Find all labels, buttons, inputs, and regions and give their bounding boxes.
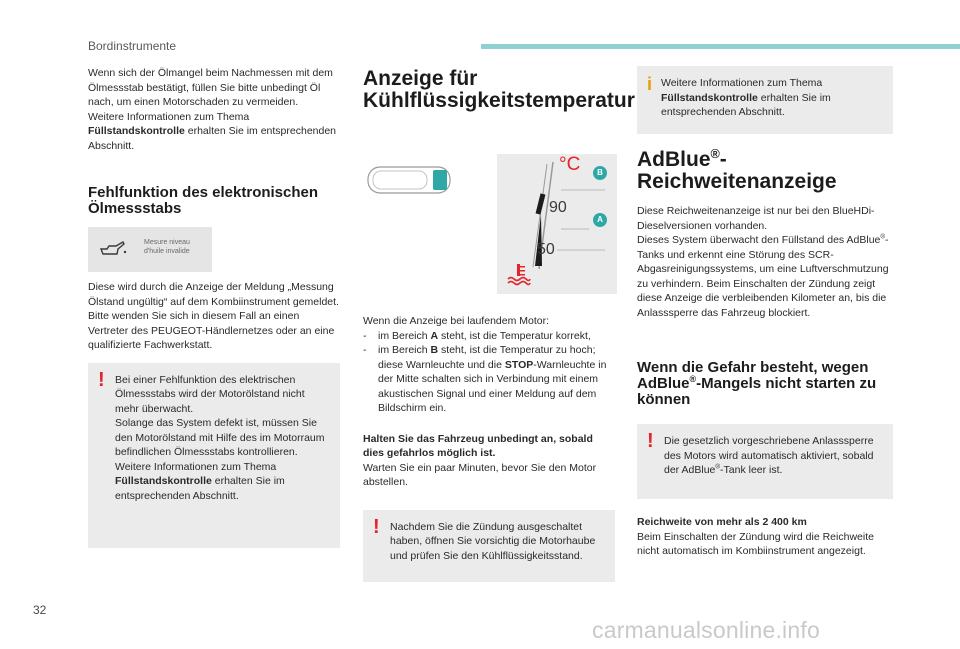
coolant-intro: Wenn die Anzeige bei laufendem Motor: [363, 315, 550, 327]
dashboard-gauge-outline [367, 166, 451, 194]
column-middle [363, 66, 635, 582]
coolant-heading: Anzeige für Kühlflüssigkeitstemperatur [363, 67, 635, 112]
gauge-marker-b: B [593, 166, 607, 180]
oil-intro-paragraph: Wenn sich der Ölmangel beim Nachmessen mit dem Ölmessstab bestätigt, füllen Sie bitte unbedingt Öl nach, um einen Motorschaden zu vermeiden. Weitere Informationen zum Thema Füllstandskontrolle erhalten Sie im entsprechenden Abschnitt. [88, 67, 337, 152]
coolant-gauge-illustration [363, 154, 615, 294]
gauge-label-50: 50 [537, 241, 555, 258]
coolant-warning-note: ! Nachdem Sie die Zündung ausgeschaltet haben, öffnen Sie vorsichtig die Motorhaube und prüfen Sie den Kühlflüssigkeitsstand. [363, 510, 615, 582]
oil-malfunction-paragraph: Diese wird durch die Anzeige der Meldung „Messung Ölstand ungültig“ auf dem Kombiinstrument gemeldet. Bitte wenden Sie sich in diesem Fall an einen Vertreter des PEUGEOT-Händlernetzes oder an eine qualifizierte Fachwerkstatt. [88, 281, 339, 351]
info-note: i Weitere Informationen zum Thema Füllstandskontrolle erhalten Sie im entsprechenden Abschnitt. [637, 66, 893, 134]
gauge-label-90: 90 [549, 199, 567, 216]
section-title: Bordinstrumente [88, 39, 177, 53]
oil-can-icon [98, 240, 128, 260]
coolant-status-list [363, 329, 615, 416]
adblue-danger-heading: Wenn die Gefahr besteht, wegen AdBlue®-Mangels nicht starten zu können [637, 359, 877, 408]
oil-display-illustration [88, 227, 212, 272]
gauge-unit: °C [559, 154, 581, 175]
oil-display-message: Mesure niveau d'huile invalide [144, 239, 190, 255]
gauge-marker-a: A [593, 213, 607, 227]
coolant-stop-paragraph: Halten Sie das Fahrzeug unbedingt an, sobald dies gefahrlos möglich ist. Warten Sie ein paar Minuten, bevor Sie den Motor abstellen. [363, 432, 597, 488]
watermark: carmanualsonline.info [592, 617, 820, 643]
coolant-temperature-warning-icon [506, 262, 532, 286]
warning-exclamation-icon: ! [647, 430, 654, 452]
list-item: - im Bereich B steht, ist die Temperatur zu hoch; diese Warnleuchte und die STOP-Warnleuchte in der Mitte schalten sich in Verbindung mit einem akustischen Signal und einer Meldung auf dem Bildschirm ein. [363, 343, 615, 416]
page-number: 32 [33, 603, 47, 617]
section-accent-bar [481, 44, 960, 49]
column-right [637, 66, 893, 559]
oil-malfunction-heading: Fehlfunktion des elektronischen Ölmessstabs [88, 184, 319, 217]
oil-warning-note: ! Bei einer Fehlfunktion des elektrischen Ölmessstabs wird der Motorölstand nicht mehr überwacht. Solange das System defekt ist, müssen Sie den Motorölstand mit Hilfe des im Motorraum befindlichen Ölmessstabs kontrollieren. Weitere Informationen zum Thema Füllstandskontrolle erhalten Sie im entsprechenden Abschnitt. [88, 363, 340, 548]
adblue-warning-note: ! Die gesetzlich vorgeschriebene Anlasssperre des Motors wird automatisch aktiviert, sobald der AdBlue®-Tank leer ist. [637, 424, 893, 499]
warning-exclamation-icon: ! [373, 515, 380, 538]
warning-exclamation-icon: ! [98, 368, 105, 391]
adblue-range-paragraph: Reichweite von mehr als 2 400 km Beim Einschalten der Zündung wird die Reichweite nicht automatisch im Kombiinstrument angezeigt. [637, 516, 874, 557]
temperature-gauge-panel [497, 154, 617, 294]
column-left [88, 66, 340, 548]
list-item: - im Bereich A steht, ist die Temperatur korrekt, [363, 329, 615, 344]
info-icon: i [647, 74, 653, 94]
adblue-paragraph: Diese Reichweitenanzeige ist nur bei den BlueHDi-Dieselversionen vorhanden. Dieses System überwacht den Füllstand des AdBlue®-Tanks und erkennt eine Störung des SCR-Abgasreinigungssystems, um eine Luftverschmutzung zu verhindern. Beim Einschalten der Zündung zeigt diese Anzeige die verbleibenden Kilometer an, bis die Anlasssperre das Fahrzeug blockiert. [637, 205, 889, 319]
adblue-heading: AdBlue®-Reichweitenanzeige [637, 147, 837, 193]
